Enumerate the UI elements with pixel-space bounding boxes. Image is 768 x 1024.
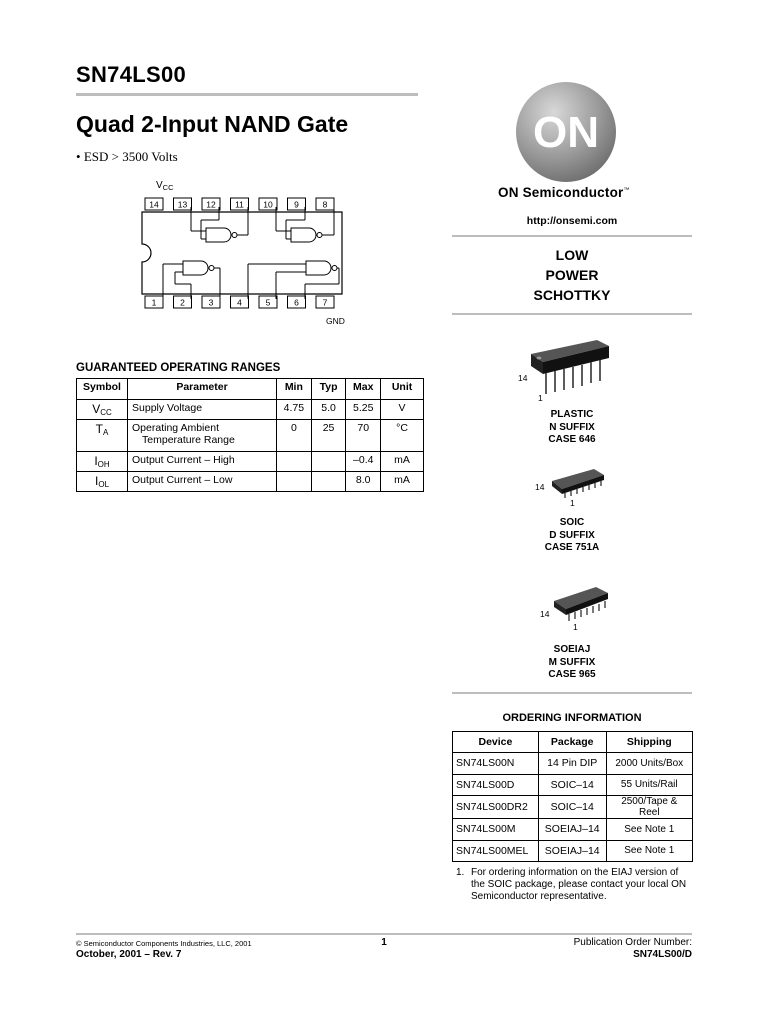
typ-cell (311, 452, 346, 472)
pin-14-marker: 14 (535, 482, 545, 492)
pin-1-marker: 1 (570, 498, 575, 508)
max-cell: 5.25 (346, 400, 381, 420)
publication-label: Publication Order Number: (573, 937, 692, 948)
min-cell: 0 (277, 420, 312, 452)
pin-number-label: 11 (235, 199, 244, 210)
table-row (77, 420, 424, 452)
pin-number-label: 5 (265, 297, 271, 308)
pin-number-label: 12 (206, 199, 216, 210)
title-divider (76, 93, 418, 96)
package-cell: SOIC–14 (538, 774, 606, 796)
ordering-note (456, 867, 692, 903)
min-cell (277, 452, 312, 472)
shipping-cell: 2000 Units/Box (606, 753, 692, 775)
pin-number-label: 14 (149, 199, 159, 210)
dip-package-image (525, 336, 613, 398)
table-row (77, 472, 424, 492)
pin-1-marker: 1 (538, 393, 543, 403)
table-row (453, 796, 693, 819)
publication-number: SN74LS00/D (633, 949, 692, 960)
bullet-icon: • (76, 149, 81, 164)
chip-body-outline (142, 212, 342, 294)
page-number: 1 (381, 937, 387, 948)
part-number: SN74LS00 (76, 62, 187, 87)
nand-gate-2 (291, 228, 316, 242)
vcc-label: $V_{CC}$ (156, 180, 174, 192)
pin-number-label: 6 (294, 297, 299, 308)
pin-number-label: 1 (151, 297, 157, 308)
max-cell: 70 (346, 420, 381, 452)
feature-bullet (76, 149, 178, 165)
nand-gate-1-bubble (232, 233, 237, 238)
pinout-diagram (130, 176, 360, 328)
gate-wiring (163, 207, 339, 299)
nand-gate-3 (183, 261, 208, 275)
operating-ranges-table (76, 378, 424, 492)
package-label-soic: SOIC D SUFFIX CASE 751A (544, 517, 600, 553)
column-header: Typ (311, 379, 346, 400)
nand-gate-2-bubble (317, 233, 322, 238)
footer-divider (76, 933, 692, 935)
column-header: Shipping (606, 732, 692, 753)
max-cell: 8.0 (346, 472, 381, 492)
feature-text: ESD > 3500 Volts (83, 149, 178, 164)
pin-number-label: 4 (237, 297, 242, 308)
nand-gate-4-bubble (332, 266, 337, 271)
parameter-cell: Output Current – Low (128, 472, 277, 492)
pin-1-marker: 1 (573, 622, 578, 632)
symbol-cell: $T_A$ (77, 420, 128, 452)
table-row (77, 400, 424, 420)
package-cell: SOIC–14 (538, 796, 606, 819)
column-header: Unit (381, 379, 424, 400)
column-header: Symbol (77, 379, 128, 400)
soeiaj-package-image (550, 583, 612, 623)
nand-gate-3-bubble (209, 266, 214, 271)
shipping-cell: 55 Units/Rail (606, 774, 692, 796)
brand-name: ON Semiconductor™ (498, 185, 630, 200)
package-cell: 14 Pin DIP (538, 753, 606, 775)
min-cell: 4.75 (277, 400, 312, 420)
symbol-cell: $V_{CC}$ (77, 400, 128, 420)
pin-number-label: 3 (208, 297, 214, 308)
divider (452, 235, 692, 237)
parameter-cell: Supply Voltage (128, 400, 277, 420)
column-header: Max (346, 379, 381, 400)
package-cell: SOEIAJ–14 (538, 819, 606, 841)
ranges-heading: GUARANTEED OPERATING RANGES (76, 362, 281, 374)
note-text: For ordering information on the EIAJ version of the SOIC package, please contact your local ON Semiconductor representative. (471, 867, 687, 902)
ordering-heading: ORDERING INFORMATION (502, 712, 642, 724)
table-row (453, 753, 693, 775)
column-header: Parameter (128, 379, 277, 400)
pin-number-label: 10 (263, 199, 273, 210)
gnd-label: GND (326, 316, 345, 326)
copyright-notice: © Semiconductor Components Industries, LLC, 2001 (76, 939, 252, 948)
table-row (453, 774, 693, 796)
divider (452, 692, 692, 694)
shipping-cell: See Note 1 (606, 840, 692, 862)
logic-family: LOW POWER SCHOTTKY (533, 247, 611, 303)
parameter-cell: Operating Ambient Temperature Range (128, 420, 277, 452)
max-cell: –0.4 (346, 452, 381, 472)
nand-gate-4 (306, 261, 331, 275)
column-header: Package (538, 732, 606, 753)
package-label-soeiaj: SOEIAJ M SUFFIX CASE 965 (548, 644, 596, 680)
unit-cell: °C (381, 420, 424, 452)
page-title: Quad 2-Input NAND Gate (76, 111, 349, 137)
column-header: Min (277, 379, 312, 400)
device-cell: SN74LS00N (453, 753, 539, 775)
pin-number-label: 2 (180, 297, 185, 308)
table-header-row (453, 732, 693, 753)
top-pin-row (145, 198, 334, 210)
website-link[interactable]: http://onsemi.com (526, 215, 618, 227)
symbol-cell: $I_{OH}$ (77, 452, 128, 472)
ordering-table (452, 731, 693, 862)
revision-date: October, 2001 – Rev. 7 (76, 949, 182, 960)
pin-number-label: 7 (322, 297, 328, 308)
pin-14-marker: 14 (540, 609, 550, 619)
table-row (453, 819, 693, 841)
unit-cell: mA (381, 472, 424, 492)
typ-cell (311, 472, 346, 492)
logo-text: ON (533, 108, 599, 157)
note-number: 1. (456, 867, 465, 878)
bottom-pin-row (145, 296, 334, 308)
min-cell (277, 472, 312, 492)
unit-cell: V (381, 400, 424, 420)
on-semiconductor-logo (515, 81, 617, 183)
package-label-dip: PLASTIC N SUFFIX CASE 646 (548, 409, 596, 445)
pin-number-label: 8 (322, 199, 328, 210)
pin-14-marker: 14 (518, 373, 528, 383)
pin-number-label: 13 (177, 199, 188, 210)
device-cell: SN74LS00DR2 (453, 796, 539, 819)
symbol-cell: $I_{OL}$ (77, 472, 128, 492)
typ-cell: 5.0 (311, 400, 346, 420)
divider (452, 313, 692, 315)
parameter-cell: Output Current – High (128, 452, 277, 472)
typ-cell: 25 (311, 420, 346, 452)
package-cell: SOEIAJ–14 (538, 840, 606, 862)
nand-gate-1 (206, 228, 231, 242)
table-row (77, 452, 424, 472)
device-cell: SN74LS00MEL (453, 840, 539, 862)
soic-package-image (548, 465, 608, 499)
table-row (453, 840, 693, 862)
table-header-row (77, 379, 424, 400)
unit-cell: mA (381, 452, 424, 472)
pin-number-label: 9 (294, 199, 299, 210)
device-cell: SN74LS00M (453, 819, 539, 841)
shipping-cell: 2500/Tape & Reel (606, 796, 692, 819)
device-cell: SN74LS00D (453, 774, 539, 796)
column-header: Device (453, 732, 539, 753)
shipping-cell: See Note 1 (606, 819, 692, 841)
